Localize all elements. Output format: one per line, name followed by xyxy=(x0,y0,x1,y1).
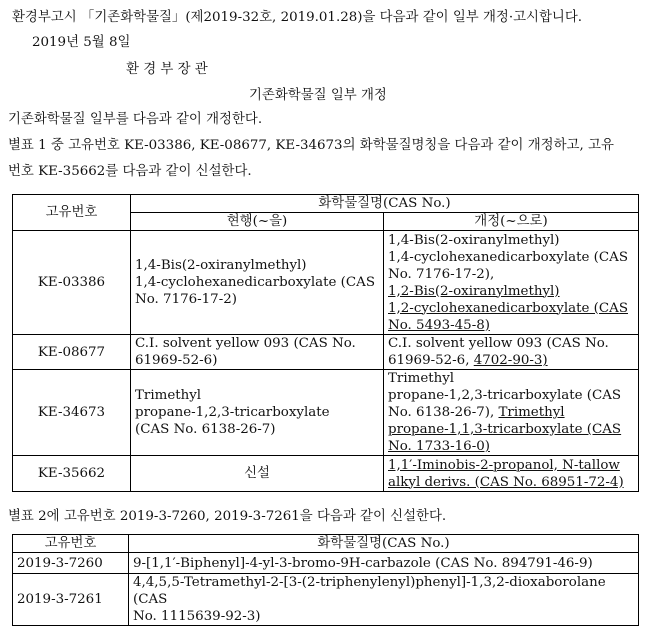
revised-name: Trimethyl propane-1,2,3-tricarboxylate (CAS No. 6138-26-7), Trimethyl propane-1,1,3-tricarboxylate (CAS No. 1733-16-0) xyxy=(384,370,639,456)
row-id: 2019-3-7260 xyxy=(13,553,129,574)
current-name: Trimethyl propane-1,2,3-tricarboxylate (CAS No. 6138-26-7) xyxy=(131,370,384,456)
table1-header-name: 화학물질명(CAS No.) xyxy=(131,195,639,213)
row-id: KE-03386 xyxy=(13,231,131,335)
table1-header-id: 고유번호 xyxy=(13,195,131,231)
table-row xyxy=(13,574,639,626)
current-name: C.I. solvent yellow 093 (CAS No. 61969-52-6) xyxy=(131,335,384,370)
row-id: 2019-3-7261 xyxy=(13,574,129,626)
table-row xyxy=(13,456,639,492)
table2-header-name: 화학물질명(CAS No.) xyxy=(129,535,639,553)
table-row xyxy=(13,553,639,574)
table1-intro-line2: 번호 KE-35662를 다음과 같이 신설한다. xyxy=(8,164,252,179)
table-row xyxy=(13,335,639,370)
table-row xyxy=(13,370,639,456)
table1-header-current: 현행(~을) xyxy=(131,213,384,231)
intro-paragraph: 기존화학물질 일부를 다음과 같이 개정한다. xyxy=(8,112,263,127)
document-title: 기존화학물질 일부 개정 xyxy=(249,88,387,103)
current-name: 신설 xyxy=(131,456,384,492)
row-id: KE-34673 xyxy=(13,370,131,456)
current-name: 1,4-Bis(2-oxiranylmethyl) 1,4-cyclohexanedicarboxylate (CAS No. 7176-17-2) xyxy=(131,231,384,335)
revised-name: 1,1′-Iminobis-2-propanol, N-tallow alkyl derivs. (CAS No. 68951-72-4) xyxy=(384,456,639,492)
table2-header-id: 고유번호 xyxy=(13,535,129,553)
notice-line: 환경부고시 「기존화학물질」(제2019-32호, 2019.01.28)을 다음과 같이 일부 개정·고시합니다. xyxy=(12,10,583,25)
minister-name: 환 경 부 장 관 xyxy=(126,62,208,77)
row-id: KE-35662 xyxy=(13,456,131,492)
table1-header-revised: 개정(~으로) xyxy=(384,213,639,231)
table1-intro-line1: 별표 1 중 고유번호 KE-03386, KE-08677, KE-34673의 화학물질명칭을 다음과 같이 개정하고, 고유 xyxy=(8,138,614,153)
table-row xyxy=(13,231,639,335)
chemical-name: 4,4,5,5-Tetramethyl-2-[3-(2-triphenylenyl)phenyl]-1,3,2-dioxaborolane (CAS No. 1115639-92-3) xyxy=(129,574,639,626)
row-id: KE-08677 xyxy=(13,335,131,370)
amendment-table-2 xyxy=(12,534,639,626)
revised-name: 1,4-Bis(2-oxiranylmethyl) 1,4-cyclohexanedicarboxylate (CAS No. 7176-17-2), 1,2-Bis(2-oxiranylmethyl) 1,2-cyclohexanedicarboxylate (CAS No. 5493-45-8) xyxy=(384,231,639,335)
table2-intro: 별표 2에 고유번호 2019-3-7260, 2019-3-7261을 다음과 같이 신설한다. xyxy=(8,509,447,524)
revised-name: C.I. solvent yellow 093 (CAS No. 61969-52-6, 4702-90-3) xyxy=(384,335,639,370)
chemical-name: 9-[1,1′-Biphenyl]-4-yl-3-bromo-9H-carbazole (CAS No. 894791-46-9) xyxy=(129,553,639,574)
amendment-table-1 xyxy=(12,194,639,492)
notice-date: 2019년 5월 8일 xyxy=(32,35,131,50)
